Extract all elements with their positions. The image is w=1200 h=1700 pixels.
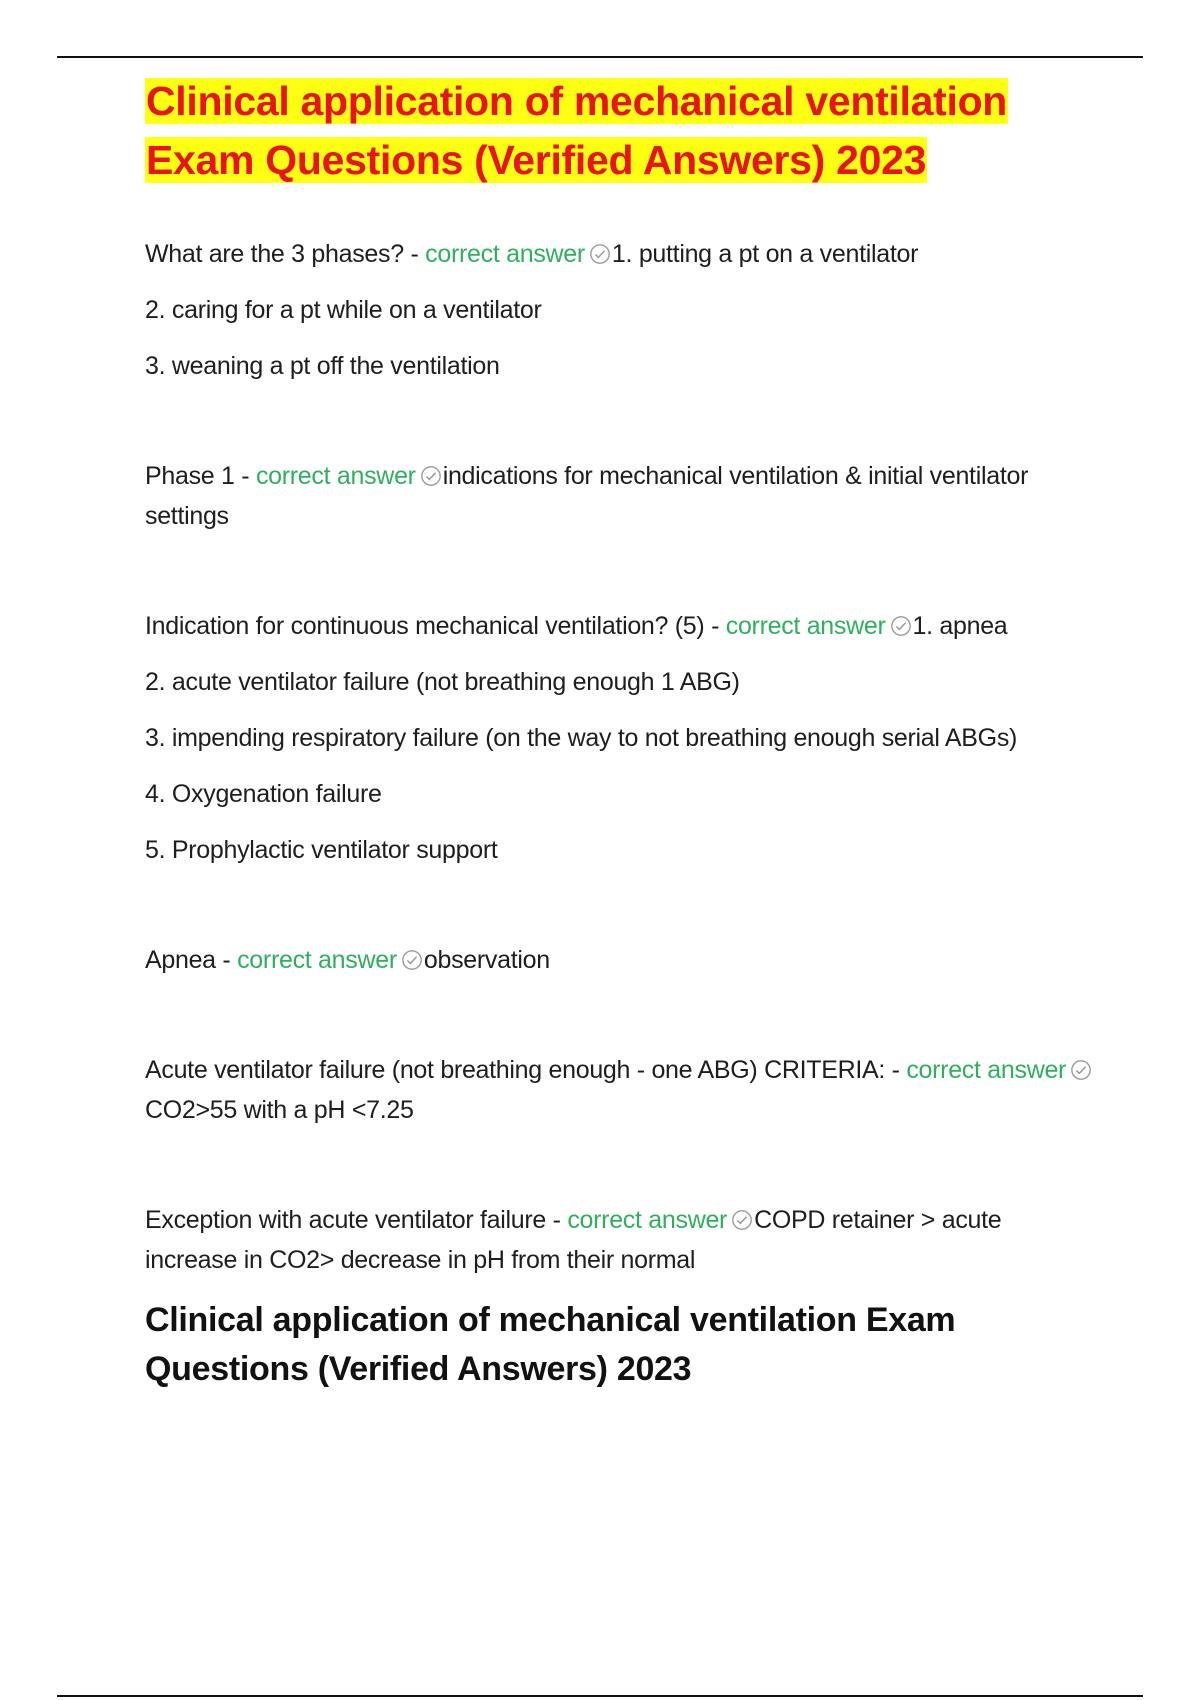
correct-answer-label: correct answer xyxy=(237,946,397,974)
document-body xyxy=(145,72,1095,1394)
answer-text: 1. apnea xyxy=(912,612,1008,640)
answer-text: observation xyxy=(423,946,550,974)
check-circle-icon xyxy=(589,243,611,265)
qa-question-line xyxy=(145,940,1095,980)
top-rule xyxy=(57,56,1143,58)
qa-question-line xyxy=(145,606,1095,646)
qa-item xyxy=(145,234,1095,386)
footer-title: Clinical application of mechanical ventilation Exam Questions (Verified Answers) 2023 xyxy=(145,1301,956,1388)
bottom-rule xyxy=(57,1695,1143,1697)
qa-question-line xyxy=(145,234,1095,274)
answer-text: CO2>55 with a pH <7.25 xyxy=(145,1096,414,1124)
answer-line: 3. weaning a pt off the ventilation xyxy=(145,352,500,380)
answer-text: COPD retainer > acute increase in CO2> decrease in pH from their normal xyxy=(145,1206,1002,1274)
qa-question-line xyxy=(145,456,1095,536)
question-text: What are the 3 phases? - xyxy=(145,240,426,268)
qa-item xyxy=(145,1050,1095,1130)
check-circle-icon xyxy=(420,465,442,487)
answer-line: 2. caring for a pt while on a ventilator xyxy=(145,296,542,324)
answer-text: 1. putting a pt on a ventilator xyxy=(611,240,919,268)
check-circle-icon xyxy=(1070,1059,1092,1081)
question-text: Acute ventilator failure (not breathing enough - one ABG) CRITERIA: - xyxy=(145,1056,907,1084)
document-title: Clinical application of mechanical ventilation Exam Questions (Verified Answers) 2023 xyxy=(146,78,1008,183)
check-circle-icon xyxy=(890,615,912,637)
qa-item xyxy=(145,456,1095,536)
qa-question-line xyxy=(145,1050,1095,1130)
title-block xyxy=(145,72,1045,190)
answer-line: 2. acute ventilator failure (not breathing enough 1 ABG) xyxy=(145,668,740,696)
correct-answer-label: correct answer xyxy=(425,240,585,268)
correct-answer-label: correct answer xyxy=(906,1056,1067,1084)
answer-text: indications for mechanical ventilation & initial ventilator settings xyxy=(145,462,1029,530)
correct-answer-label: correct answer xyxy=(567,1206,728,1234)
answer-line: 3. impending respiratory failure (on the way to not breathing enough serial ABGs) xyxy=(145,724,1018,752)
question-text: Exception with acute ventilator failure - xyxy=(145,1206,568,1234)
check-circle-icon xyxy=(401,949,423,971)
correct-answer-label: correct answer xyxy=(725,612,886,640)
answer-line: 5. Prophylactic ventilator support xyxy=(145,836,498,864)
qa-item xyxy=(145,606,1095,870)
answer-line: 4. Oxygenation failure xyxy=(145,780,382,808)
qa-item xyxy=(145,1200,1095,1280)
check-circle-icon xyxy=(731,1209,753,1231)
correct-answer-label: correct answer xyxy=(255,462,416,490)
qa-item xyxy=(145,940,1095,980)
question-text: Indication for continuous mechanical ventilation? (5) - xyxy=(145,612,726,640)
qa-question-line xyxy=(145,1200,1095,1280)
question-text: Apnea - xyxy=(145,946,238,974)
question-text: Phase 1 - xyxy=(145,462,256,490)
